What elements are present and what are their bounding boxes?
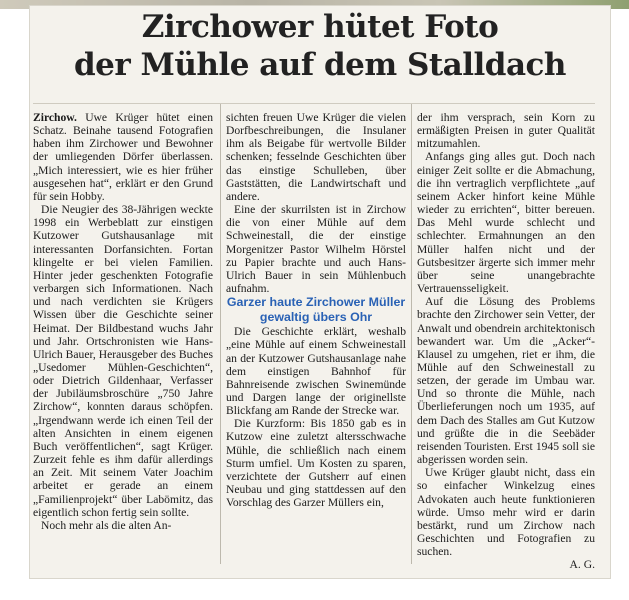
author-signature: A. G. <box>569 558 595 572</box>
column-1 <box>33 111 213 532</box>
paragraph: der ihm versprach, sein Korn zu ermäßigten Preisen in guter Qualität mitzumahlen. <box>417 111 595 151</box>
paragraph: Die Geschichte erklärt, weshalb „eine Mühle auf einem Schweinestall an der Kutzower Gutshausanlage nahe dem einstigen Bahnhof für Bahnreisende zwischen Swinemünde und Dargen lange der originellste Blickfang am Rande der Strecke war. <box>226 325 406 418</box>
paragraph: Uwe Krüger glaubt nicht, dass ein so einfacher Winkelzug eines Advokaten auch heute funktionieren würde. Umso mehr wird er darin bestärkt, rund um Zirchow nach Geschichten und Fotografien zu suchen. <box>417 466 595 559</box>
subheading: Garzer haute Zirchower Müller gewaltig übers Ohr <box>226 295 406 325</box>
paragraph <box>33 111 213 203</box>
paragraph: sichten freuen Uwe Krüger die vielen Dorfbeschreibungen, die Insulaner ihm als Beigabe für wertvolle Bilder schenken; fesselnde Geschichten über das einstige Schulleben, über Gaststätten, die Landwirtschaft und andere. <box>226 111 406 203</box>
dateline: Zirchow. <box>33 111 77 124</box>
paragraph-text: Uwe Krüger hütet einen Schatz. Beinahe tausend Fotografien haben ihm Zirchower und Bewohner der umliegenden Dörfer überlassen. „Mich interessiert, wie es hier früher ausgesehen hat“, erklärt er den Grund für sein Hobby. <box>33 111 213 203</box>
column-3 <box>417 111 595 571</box>
paragraph: Noch mehr als die alten An- <box>41 518 172 532</box>
paragraph: Eine der skurrilsten ist in Zirchow die von einer Mühle auf dem Schweinestall, die der einstige Morgenitzer Pastor Wilhelm Hörstel zu Papier brachte und auch Hans-Ulrich Bauer in sein Mühlenbuch aufnahm. <box>226 203 406 296</box>
paragraph: Die Kurzform: Bis 1850 gab es in Kutzow eine zuletzt altersschwache Mühle, die schließlich nach einem Sturm umfiel. Um Kosten zu sparen, verzichtete der Gutsherr auf einen Neubau und ging stattdessen auf den Vorschlag des Garzer Müllers ein, <box>226 417 406 510</box>
headline-line-2: der Mühle auf dem Stalldach <box>74 47 566 83</box>
divider <box>33 103 595 104</box>
headline-line-1: Zirchower hütet Foto <box>141 9 499 45</box>
column-2 <box>226 111 406 509</box>
headline <box>30 8 610 84</box>
paragraph: Anfangs ging alles gut. Doch nach einiger Zeit sollte er die Abmachung, die ihn vertraglich verpflichtete „auf seinem Acker hinfort keine Mühle wieder zu errichten“, bitter bereuen. Das Mehl wurde schlecht und schlechter. Ermahnungen an den Müller halfen nicht und der Gutsbesitzer ärgerte sich immer mehr über seine unangebrachte Vertrauensseligkeit. <box>417 150 595 296</box>
column-rule <box>220 104 221 564</box>
paragraph: Die Neugier des 38-Jährigen weckte 1998 ein Werbeblatt zur einstigen Kutzower Gutshausanlage mit interessanten Dorfansichten. Fortan klingelte er bei vielen Familien. Hinter jeder geschenkten Fotografie verbargen sich Informationen. Nach und nach verdichten sie Krügers Wissen über die Geschichte seiner Heimat. Der Bildbestand wuchs Jahr und Jahr. Ortschronisten wie Hans-Ulrich Bauer, Herausgeber des Buches „Usedomer Mühlen-Geschichten“, oder Dietrich Gildenhaar, Verfasser der Jubiläumsbroschüre „750 Jahre Zirchow“, konnten daraus schöpfen. „Irgendwann werde ich einen Teil der alten Ansichten in einem eigenen Buch veröffentlichen“, sagt Krüger. Zurzeit fehle es ihm dafür allerdings an Zeit. Mit seinem Vater Joachim arbeitet er gerade an einem „Familienprojekt“ über Labömitz, das eigentlich schon fertig sein sollte. <box>33 203 213 519</box>
paragraph: Auf die Lösung des Problems brachte den Zirchower sein Vetter, der Anwalt und obendrein architektonisch bewandert war. Um die „Acker“-Klausel zu umgehen, riet er ihm, die Mühle auf den Schweinestall zu setzen, der gerade im Umbau war. Und so thronte die Mühle, nach Überlieferungen noch um 1935, auf dem Dach des Stalles am Gut Kutzow und grüßte die in die Seebäder reisenden Touristen. Erst 1945 soll sie abgerissen worden sein. <box>417 295 595 467</box>
column-rule <box>411 104 412 564</box>
